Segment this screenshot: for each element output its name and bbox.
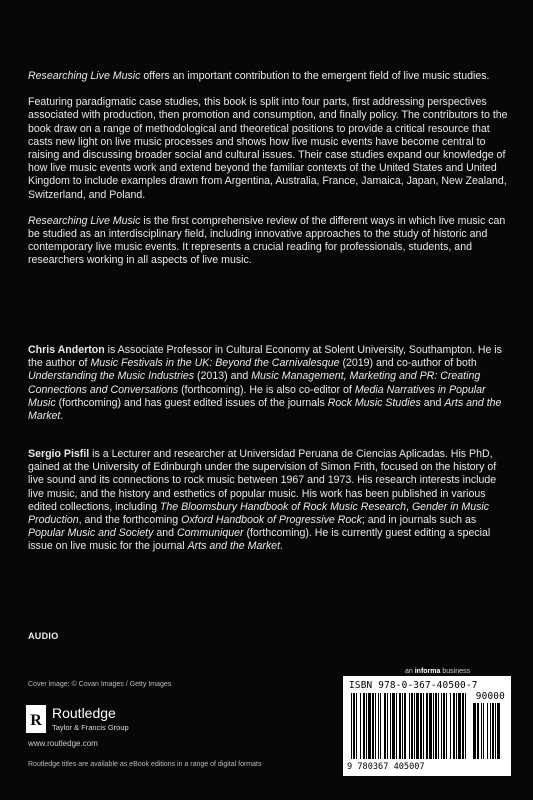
addon-bar	[495, 703, 496, 759]
barcode-bar	[375, 693, 376, 759]
barcode-bar	[423, 693, 424, 759]
isbn-barcode	[343, 676, 511, 776]
barcode-bar	[392, 693, 395, 759]
addon-bar	[477, 703, 479, 759]
barcode-bar	[453, 693, 455, 759]
barcode-bar	[429, 693, 432, 759]
routledge-logo	[26, 702, 176, 736]
barcode-bar	[384, 693, 386, 759]
cover-image-credit: Cover image: © Covan Images / Getty Images	[28, 681, 172, 688]
barcode-bar	[433, 693, 434, 759]
subject-category: AUDIO	[28, 631, 59, 641]
barcode-bar	[399, 693, 401, 759]
barcode-bar	[380, 693, 381, 759]
addon-bar	[483, 703, 484, 759]
barcode-bar	[462, 693, 464, 759]
barcode-bar	[450, 693, 451, 759]
barcode-bar	[465, 693, 466, 759]
barcode-bar	[411, 693, 413, 759]
barcode-bar	[351, 693, 352, 759]
barcode-bar	[458, 693, 461, 759]
barcode-bar	[456, 693, 457, 759]
barcode-bar	[443, 693, 445, 759]
blurb-paragraph-2: Featuring paradigmatic case studies, this book is split into four parts, first addressing perspectives associated with production, then promotion and consumption, and finally policy. The contributors to the book draw on a range of methodological and theoretical positions to provide a critical resource that casts new light on live music processes and shows how live music events have become central to raising and discussing broader social and cultural issues. Their case studies expand our knowledge of how live music events work and extend beyond the familiar contexts of the United States and United Kingdom to include examples drawn from Argentina, Australia, France, Jamaica, Japan, New Zealand, Switzerland, and Poland.	[28, 96, 508, 201]
barcode-bar	[353, 693, 355, 759]
blurb-paragraph-3: Researching Live Music is the first comprehensive review of the different ways in which live music can be studied as an interdisciplinary field, including innovative approaches to the study of historic and contemporary live music events. It represents a crucial reading for professionals, students, and researchers working in all aspects of live music.	[28, 214, 506, 267]
barcode-bar	[404, 693, 406, 759]
routledge-logo-icon	[26, 705, 46, 733]
author-bio-anderton: Chris Anderton is Associate Professor in Cultural Economy at Solent University, Southampton. He is the author of Music Festivals in the UK: Beyond the Carnivalesque (2019) and co-author of both Understanding the Music Industries (2013) and Music Management, Marketing and PR: Creating Connections and Conversations (forthcoming). He is also co-editor of Media Narratives in Popular Music (forthcoming) and has guest edited issues of the journals Rock Music Studies and Arts and the Market.	[28, 344, 502, 423]
addon-bar	[473, 703, 476, 759]
addon-bar	[487, 703, 488, 759]
barcode-bar	[420, 693, 422, 759]
back-cover-blurb	[28, 70, 510, 281]
publisher-name: Routledge	[52, 705, 116, 721]
barcode-bar	[356, 693, 357, 759]
barcode-bar	[366, 693, 367, 759]
barcode-bar	[396, 693, 397, 759]
barcode-bar	[360, 693, 361, 759]
publisher-group: Taylor & Francis Group	[52, 723, 129, 732]
barcode-bar	[372, 693, 374, 759]
barcode-bar	[426, 693, 428, 759]
barcode-bar	[363, 693, 365, 759]
addon-bar	[492, 703, 494, 759]
barcode-bar	[368, 693, 371, 759]
addon-bar	[481, 703, 482, 759]
barcode-bar	[416, 693, 419, 759]
ebook-availability-note: Routledge titles are available as eBook editions in a range of digital formats	[28, 761, 262, 768]
svg-text:R: R	[30, 712, 42, 729]
addon-bar	[490, 703, 491, 759]
isbn-number: ISBN 978-0-367-40500-7 90000	[349, 680, 505, 702]
informa-business-label: an informa business	[405, 668, 470, 675]
addon-bar	[497, 703, 500, 759]
barcode-bar	[409, 693, 410, 759]
author-bio-pisfil: Sergio Pisfil is a Lecturer and researcher at Universidad Peruana de Ciencias Aplicadas. His PhD, gained at the University of Edinburgh under the supervision of Simon Frith, focused on the history of live sound and its connections to rock music between 1967 and 1973. His research interests include live music, and the history and esthetics of popular music. His work has been published in various edited collections, including The Bloomsbury Handbook of Rock Music Research, Gender in Music Production, and the forthcoming Oxford Handbook of Progressive Rock; and in journals such as Popular Music and Society and Communiquer (forthcoming). He is currently guest editing a special issue on live music for the journal Arts and the Market.	[28, 448, 497, 553]
barcode-bar	[390, 693, 391, 759]
publisher-website[interactable]: www.routledge.com	[28, 739, 98, 748]
barcode-bar	[378, 693, 379, 759]
barcode-bar	[438, 693, 439, 759]
blurb-paragraph-1: Researching Live Music offers an important contribution to the emergent field of live music studies.	[28, 70, 490, 82]
barcode-bar	[387, 693, 388, 759]
barcode-bar	[435, 693, 437, 759]
barcode-bar	[402, 693, 403, 759]
barcode-bar	[446, 693, 447, 759]
barcode-digits: 9 780367 405007	[347, 762, 425, 772]
barcode-bar	[441, 693, 442, 759]
barcode-bars	[351, 693, 503, 761]
barcode-bar	[414, 693, 415, 759]
